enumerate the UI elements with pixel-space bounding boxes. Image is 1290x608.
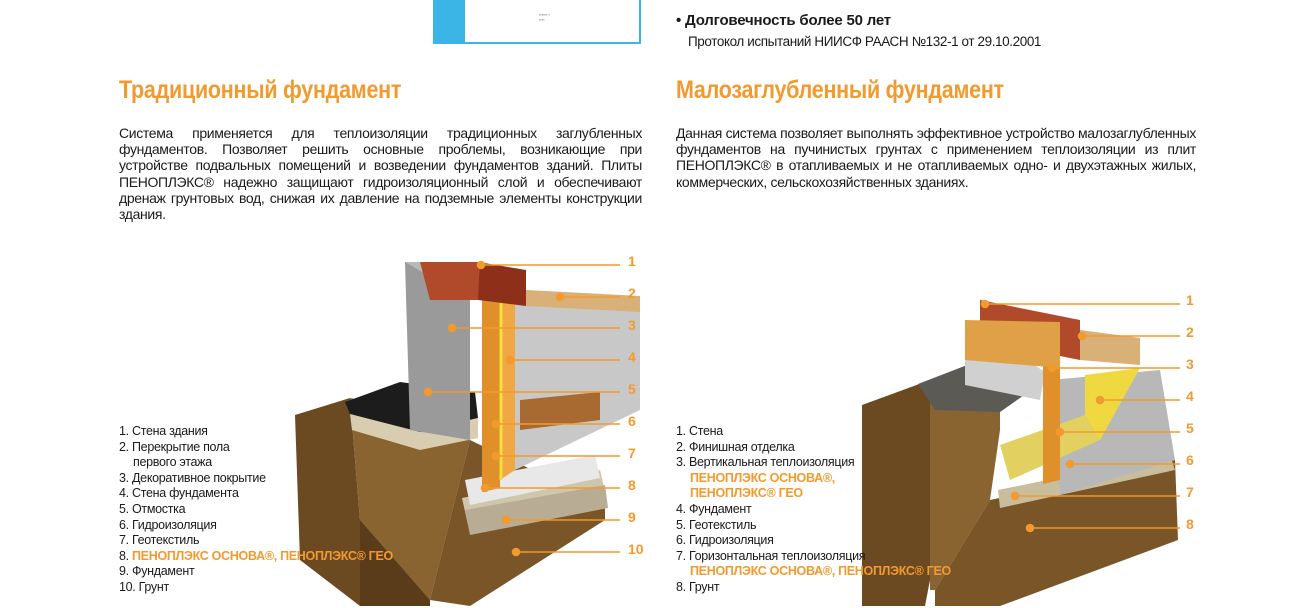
right-callout-5: 5 [1186,420,1194,436]
left-legend-item: 7. Геотекстиль [119,533,200,548]
left-callout-7: 7 [628,445,636,461]
right-legend-item: 5. Геотекстиль [676,517,757,532]
right-callout-1: 1 [1186,292,1194,308]
left-callout-9: 9 [628,509,636,525]
right-callout-3: 3 [1186,356,1194,372]
legend-number: 8. [119,548,132,563]
left-legend-item: 6. Гидроизоляция [119,517,217,532]
right-legend-item: 2. Финишная отделка [676,439,795,454]
left-legend-item: 2. Перекрытие пола [119,439,230,454]
left-legend [119,424,393,596]
left-callout-1: 1 [628,253,636,269]
test-protocol-note: Протокол испытаний НИИСФ РААСН №132-1 от 29.10.2001 [688,34,1042,49]
right-legend-item: 3. Вертикальная теплоизоляция [676,455,855,470]
left-description: Система применяется для теплоизоляции традиционных заглубленных фундаментов. Позволяет решить основные проблемы, возникающие при устройстве подвальных помещений и возведении фундаментов зданий. Плиты ПЕНОПЛЭКС® надежно защищают гидроизоляционный слой и обеспечивают дренаж грунтовых вод, снижая их давление на подземные элементы конструкции здания. [119,125,642,223]
left-legend-item: 5. Отмостка [119,501,186,516]
left-callout-8: 8 [628,477,636,493]
right-callout-6: 6 [1186,452,1194,468]
left-callout-3: 3 [628,317,636,333]
left-callout-4: 4 [628,349,636,365]
durability-bullet: • Долговечность более 50 лет [676,12,891,29]
right-legend-item: 8. Грунт [676,579,720,594]
left-callout-5: 5 [628,381,636,397]
left-legend-item: 9. Фундамент [119,564,195,579]
product-name: ПЕНОПЛЭКС® ГЕО [690,486,803,501]
right-description: Данная система позволяет выполнять эффективное устройство малозаглубленных фундаментов на пучинистых грунтах с применением теплоизоляции из плит ПЕНОПЛЭКС® в отапливаемых и не отапливаемых одно- и двухэтажных жилых, коммерческих, сельскохозяйственных зданиях. [676,125,1196,190]
right-callout-2: 2 [1186,324,1194,340]
left-legend-item: 10. Грунт [119,579,169,594]
right-legend-item: 4. Фундамент [676,501,752,516]
left-callout-6: 6 [628,413,636,429]
right-callout-numbers [1186,292,1194,532]
right-legend-item: 1. Стена [676,424,723,438]
right-legend [676,424,951,596]
left-legend-item [119,549,393,565]
left-callout-10: 10 [628,541,644,557]
thumbnail-tiny-text: ▪▪▪▪▪▪ ▪ ▪▪▪▪ [539,12,551,22]
left-legend-item: 4. Стена фундамента [119,486,239,501]
right-section-title: Малозаглубленный фундамент [676,76,1004,104]
product-name: ПЕНОПЛЭКС ОСНОВА®, ПЕНОПЛЭКС® ГЕО [132,548,393,563]
product-name: ПЕНОПЛЭКС ОСНОВА®, ПЕНОПЛЭКС® ГЕО [690,564,951,579]
left-legend-item: первого этажа [133,455,212,470]
left-callout-2: 2 [628,285,636,301]
right-legend-item: 6. Гидроизоляция [676,533,774,548]
right-legend-item: 7. Горизонтальная теплоизоляция [676,548,866,563]
right-callout-8: 8 [1186,516,1194,532]
left-legend-item: 1. Стена здания [119,424,208,438]
right-callout-7: 7 [1186,484,1194,500]
product-name: ПЕНОПЛЭКС ОСНОВА®, [690,470,835,485]
left-legend-item: 3. Декоративное покрытие [119,470,266,485]
right-callout-4: 4 [1186,388,1194,404]
left-section-title: Традиционный фундамент [119,76,402,104]
